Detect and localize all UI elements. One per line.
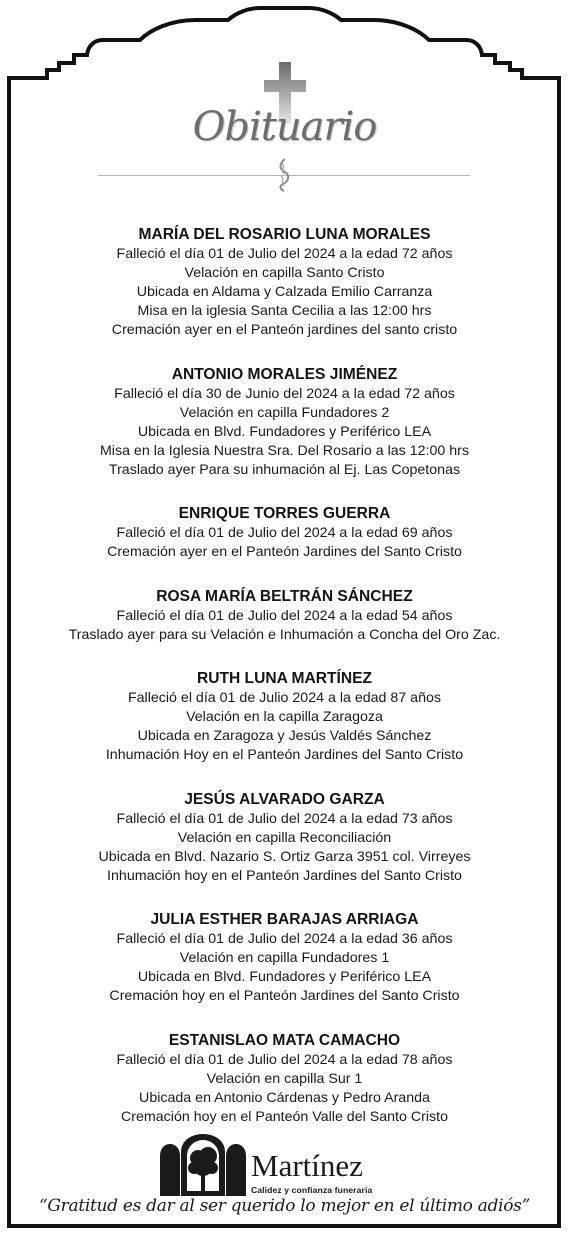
obituary-detail: Ubicada en Blvd. Fundadores y Periférico LEA xyxy=(137,969,432,985)
obituary-detail: Inhumación hoy en el Panteón Jardines del Santo Cristo xyxy=(107,867,462,884)
obituary-detail: Falleció el día 01 de Julio del 2024 a la edad 69 años xyxy=(116,525,453,541)
deceased-name: JULIA ESTHER BARAJAS ARRIAGA xyxy=(150,911,419,928)
brand-name: Martínez xyxy=(251,1148,363,1183)
obituary-detail: Falleció el día 01 de Julio del 2024 a la edad 36 años xyxy=(116,931,453,947)
obituary-detail: Falleció el día 01 de Julio del 2024 a la edad 73 años xyxy=(116,810,453,827)
obituary-entry xyxy=(10,586,559,645)
obituary-entry xyxy=(10,224,559,340)
deceased-name: JESÚS ALVARADO GARZA xyxy=(184,790,385,808)
obituary-entry xyxy=(10,503,559,562)
obituary-entry xyxy=(10,668,559,765)
obituary-detail: Ubicada en Blvd. Fundadores y Periférico LEA xyxy=(137,423,432,440)
obituary-detail: Cremación ayer en el Panteón jardines del santo cristo xyxy=(111,322,458,338)
obituary-detail: Misa en la iglesia Santa Cecilia a las 12:00 hrs xyxy=(137,303,432,319)
obituary-detail: Traslado ayer para su Velación e Inhumación a Concha del Oro Zac. xyxy=(68,626,501,643)
obituary-detail: Falleció el día 01 de Julio del 2024 a la edad 72 años xyxy=(116,246,453,262)
obituary-detail: Traslado ayer Para su inhumación al Ej. Las Copetonas xyxy=(108,461,461,478)
obituary-entry xyxy=(10,789,559,886)
deceased-name: RUTH LUNA MARTÍNEZ xyxy=(196,670,373,687)
obituary-detail: Velación en capilla Fundadores 1 xyxy=(179,950,390,966)
obituary-detail: Ubicada en Blvd. Nazario S. Ortiz Garza 3951 col. Virreyes xyxy=(98,848,471,865)
obituary-detail: Falleció el día 30 de Junio del 2024 a la edad 72 años xyxy=(114,385,455,402)
obituary-detail: Velación en capilla Santo Cristo xyxy=(184,265,385,281)
obituary-entry xyxy=(10,364,559,480)
obituary-detail: Velación en capilla Reconciliación xyxy=(177,829,392,846)
obituary-detail: Inhumación Hoy en el Panteón Jardines del Santo Cristo xyxy=(105,747,464,763)
obituary-detail: Misa en la Iglesia Nuestra Sra. Del Rosario a las 12:00 hrs xyxy=(99,442,470,459)
brand-tagline: Calidez y confianza funeraria xyxy=(251,1185,373,1195)
obituary-detail: Ubicada en Zaragoza y Jesús Valdés Sánchez xyxy=(137,728,432,744)
obituary-detail: Falleció el día 01 de Julio del 2024 a la edad 78 años xyxy=(116,1051,453,1068)
chapel-tree-logo-icon xyxy=(160,1134,246,1196)
flourish-icon xyxy=(276,158,292,192)
footer-quote: “Gratitud es dar al ser querido lo mejor en el último adiós” xyxy=(39,1196,530,1216)
obituary-detail: Velación en la capilla Zaragoza xyxy=(186,709,383,725)
obituary-detail: Velación en capilla Fundadores 2 xyxy=(179,404,390,421)
deceased-name: ESTANISLAO MATA CAMACHO xyxy=(168,1031,401,1049)
obituary-list xyxy=(10,224,559,1150)
funeral-home-logo xyxy=(160,1134,410,1198)
deceased-name: ENRIQUE TORRES GUERRA xyxy=(178,505,391,522)
obituary-detail: Falleció el día 01 de Julio 2024 a la edad 87 años xyxy=(127,690,442,706)
obituary-detail: Falleció el día 01 de Julio del 2024 a la edad 54 años xyxy=(116,607,453,624)
deceased-name: MARÍA DEL ROSARIO LUNA MORALES xyxy=(138,226,431,243)
obituary-detail: Cremación ayer en el Panteón Jardines del Santo Cristo xyxy=(107,544,462,560)
obituary-entry xyxy=(10,909,559,1006)
obituary-detail: Velación en capilla Sur 1 xyxy=(206,1070,363,1087)
obituary-detail: Cremación hoy en el Panteón Jardines del Santo Cristo xyxy=(109,988,460,1004)
obituary-detail: Ubicada en Aldama y Calzada Emilio Carranza xyxy=(136,284,433,300)
page-title: Obituario xyxy=(192,104,377,150)
obituary-entry xyxy=(10,1030,559,1127)
obituary-detail: Cremación hoy en el Panteón Valle del Santo Cristo xyxy=(121,1108,448,1125)
deceased-name: ROSA MARÍA BELTRÁN SÁNCHEZ xyxy=(156,587,413,605)
obituary-detail: Ubicada en Antonio Cárdenas y Pedro Aranda xyxy=(139,1089,430,1106)
deceased-name: ANTONIO MORALES JIMÉNEZ xyxy=(171,365,398,383)
